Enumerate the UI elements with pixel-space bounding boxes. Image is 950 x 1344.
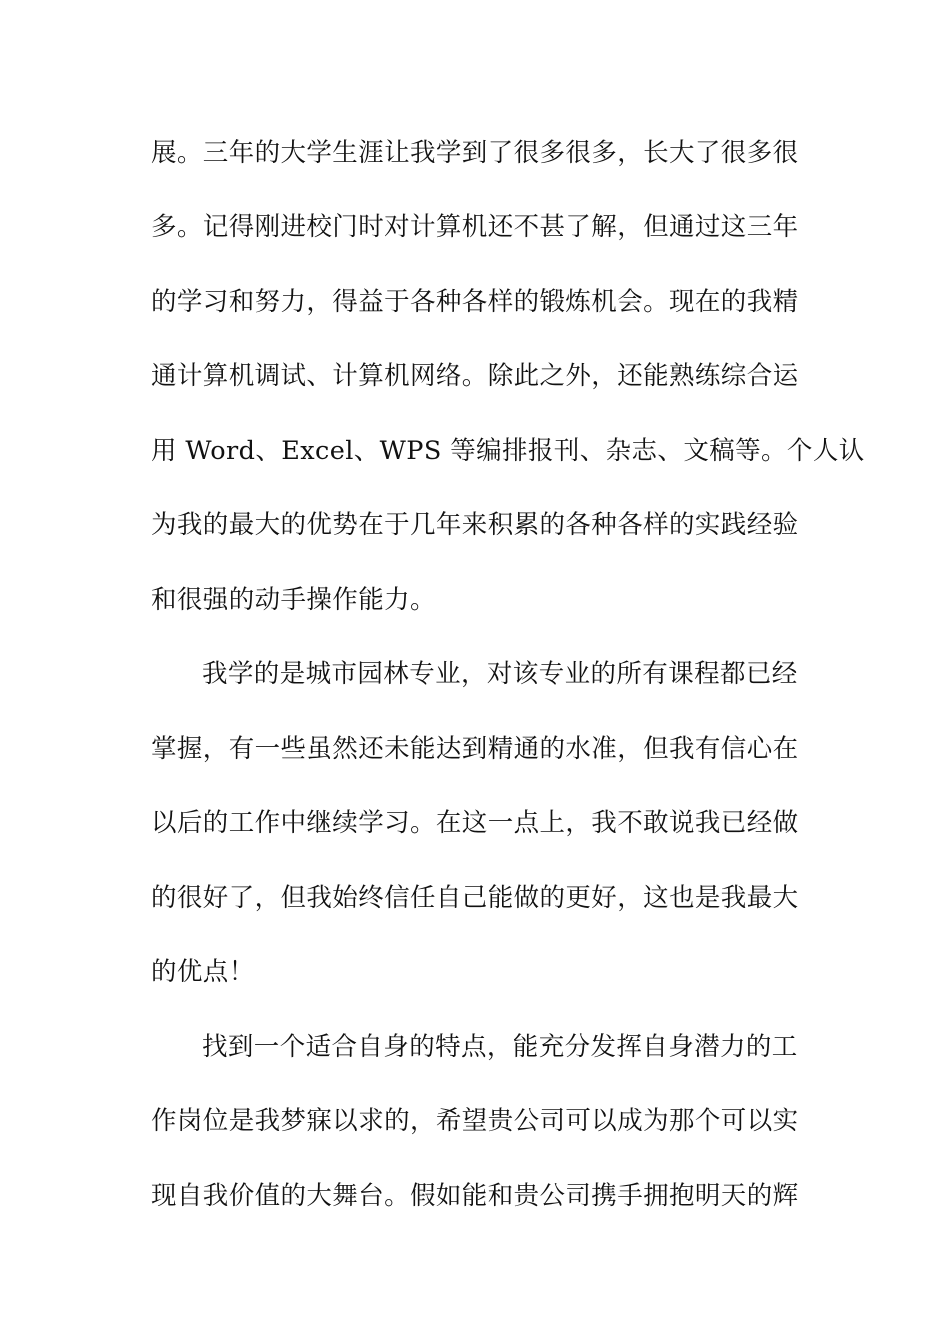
- paragraph-3-line-1: 找到一个适合自身的特点，能充分发挥自身潜力的工: [202, 1032, 798, 1062]
- paragraph-2-line-2: 掌握，有一些虽然还未能达到精通的水准，但我有信心在: [151, 734, 799, 764]
- paragraph-2-line-1: 我学的是城市园林专业，对该专业的所有课程都已经: [202, 659, 798, 689]
- paragraph-1-line-7: 和很强的动手操作能力。: [151, 585, 436, 615]
- paragraph-1-line-2: 多。记得刚进校门时对计算机还不甚了解，但通过这三年: [151, 212, 799, 242]
- paragraph-1-line-4: 通计算机调试、计算机网络。除此之外，还能熟练综合运: [151, 361, 799, 391]
- paragraph-1-line-6: 为我的最大的优势在于几年来积累的各种各样的实践经验: [151, 510, 799, 540]
- paragraph-3-line-2: 作岗位是我梦寐以求的，希望贵公司可以成为那个可以实: [151, 1106, 799, 1136]
- paragraph-1-line-5: 用 Word、Excel、WPS 等编排报刊、杂志、文稿等。个人认: [151, 436, 865, 466]
- paragraph-2-line-5: 的优点！: [151, 957, 255, 987]
- paragraph-1-line-3: 的学习和努力，得益于各种各样的锻炼机会。现在的我精: [151, 287, 799, 317]
- paragraph-3-line-3: 现自我价值的大舞台。假如能和贵公司携手拥抱明天的辉: [151, 1181, 799, 1211]
- paragraph-1-line-1: 展。三年的大学生涯让我学到了很多很多，长大了很多很: [151, 138, 799, 168]
- paragraph-2-line-3: 以后的工作中继续学习。在这一点上，我不敢说我已经做: [151, 808, 799, 838]
- paragraph-2-line-4: 的很好了，但我始终信任自己能做的更好，这也是我最大: [151, 883, 799, 913]
